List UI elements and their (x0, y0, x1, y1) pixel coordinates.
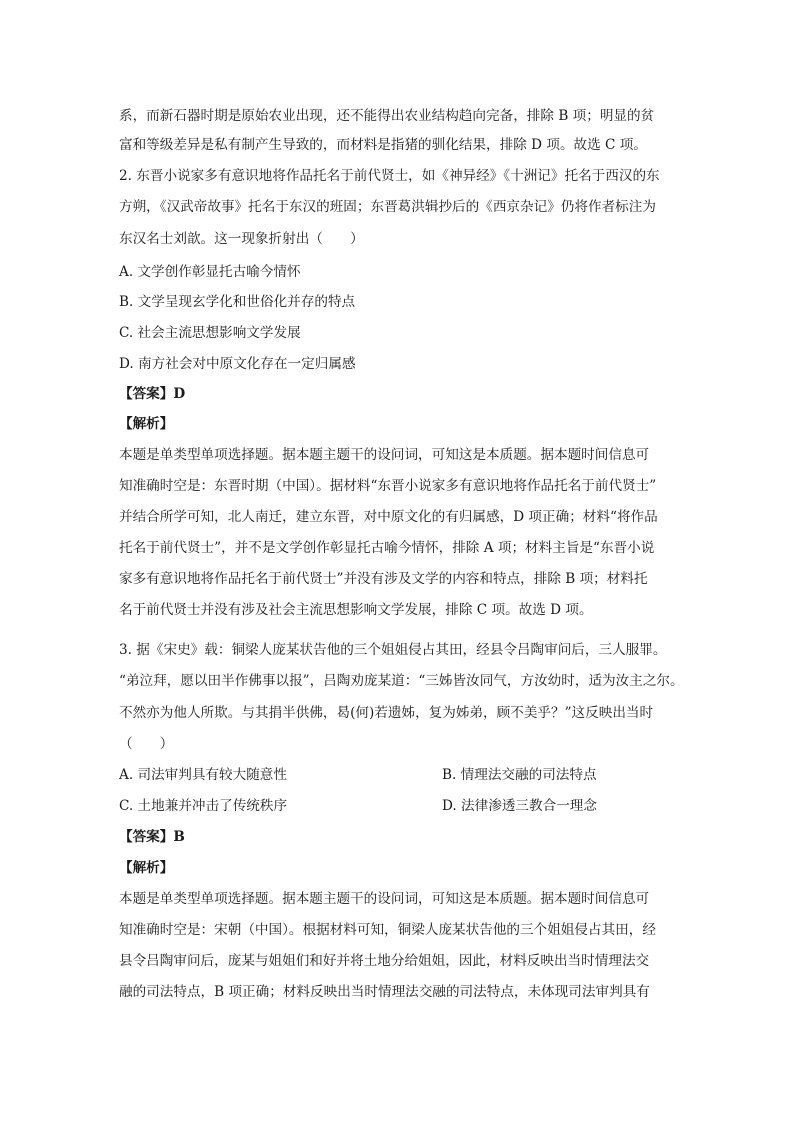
q2-stem-line: 方朔，《汉武帝故事》托名于东汉的班固；东晋葛洪辑抄后的《西京杂记》仍将作者标注为 (119, 199, 656, 215)
q3-analysis-line: 知准确时空是：宋朝（中国）。根据材料可知，铜梁人庞某状告他的三个姐姐侵占其田，经 (119, 922, 656, 938)
q2-analysis-line: 名于前代贤士并没有涉及社会主流思想影响文学发展，排除 C 项。故选 D 项。 (119, 602, 593, 618)
q3-analysis-label: 【解析】 (119, 860, 174, 876)
q3-analysis-line: 融的司法特点，B 项正确；材料反映出当时情理法交融的司法特点，未体现司法审判具有 (119, 984, 650, 1000)
q2-option-a: A. 文学创作彰显托古喻今情怀 (119, 264, 301, 280)
q3-analysis-line: 本题是单类型单项选择题。据本题主题干的设问词，可知这是本质题。据本题时间信息可 (119, 891, 650, 907)
q2-stem-line: 东汉名士刘歆。这一现象折射出（ ） (119, 231, 364, 247)
q3-option-a: A. 司法审判具有较大随意性 (119, 767, 287, 783)
q2-analysis-line: 本题是单类型单项选择题。据本题主题干的设问词，可知这是本质题。据本题时间信息可 (119, 447, 650, 463)
q2-option-d: D. 南方社会对中原文化存在一定归属感 (119, 356, 356, 372)
q2-analysis-label: 【解析】 (119, 416, 174, 432)
q2-analysis-line: 托名于前代贤士”，并不是文学创作彰显托古喻今情怀，排除 A 项；材料主旨是“东晋小说 (119, 540, 655, 556)
q3-stem-line: “弟泣拜，愿以田半作佛事以报”，吕陶劝庞某道：“三姊皆汝同气，方汝幼时，适为汝主之尔。 (119, 673, 684, 689)
q3-analysis-line: 县令吕陶审问后，庞某与姐姐们和好并将土地分给姐姐，因此，材料反映出当时情理法交 (119, 953, 650, 969)
q2-analysis-line: 家多有意识地将作品托名于前代贤士”并没有涉及文学的内容和特点，排除 B 项；材料托 (119, 571, 648, 587)
q3-option-d: D. 法律渗透三教合一理念 (442, 798, 597, 814)
q3-answer-label: 【答案】B (119, 829, 185, 845)
q1-analysis-line: 系，而新石器时期是原始农业出现，还不能得出农业结构趋向完备，排除 B 项；明显的贫 (119, 108, 655, 124)
q1-analysis-line: 富和等级差异是私有制产生导致的，而材料是指猪的驯化结果，排除 D 项。故选 C 项。 (119, 137, 647, 153)
q3-stem-line: （ ） (119, 736, 174, 752)
q3-stem-line: 不然亦为他人所欺。与其捐半供佛，曷(何)若遗姊，复为姊弟，顾不美乎？”这反映出当时 (119, 705, 654, 721)
q2-option-c: C. 社会主流思想影响文学发展 (119, 325, 301, 341)
q2-answer-label: 【答案】D (119, 386, 186, 402)
q2-stem-line: 2. 东晋小说家多有意识地将作品托名于前代贤士，如《神异经》《十洲记》托名于西汉的东 (119, 168, 660, 184)
q2-analysis-line: 知准确时空是：东晋时期（中国）。据材料“东晋小说家多有意识地将作品托名于前代贤士” (119, 478, 657, 494)
q2-option-b: B. 文学呈现玄学化和世俗化并存的特点 (119, 294, 356, 310)
q3-option-b: B. 情理法交融的司法特点 (442, 767, 597, 783)
q3-option-c: C. 土地兼并冲击了传统秩序 (119, 798, 288, 814)
q2-analysis-line: 并结合所学可知，北人南迁，建立东晋，对中原文化的有归属感，D 项正确；材料“将作品 (119, 509, 658, 525)
q3-stem-line: 3. 据《宋史》载：铜梁人庞某状告他的三个姐姐侵占其田，经县令吕陶审问后，三人服罪。 (119, 642, 667, 658)
